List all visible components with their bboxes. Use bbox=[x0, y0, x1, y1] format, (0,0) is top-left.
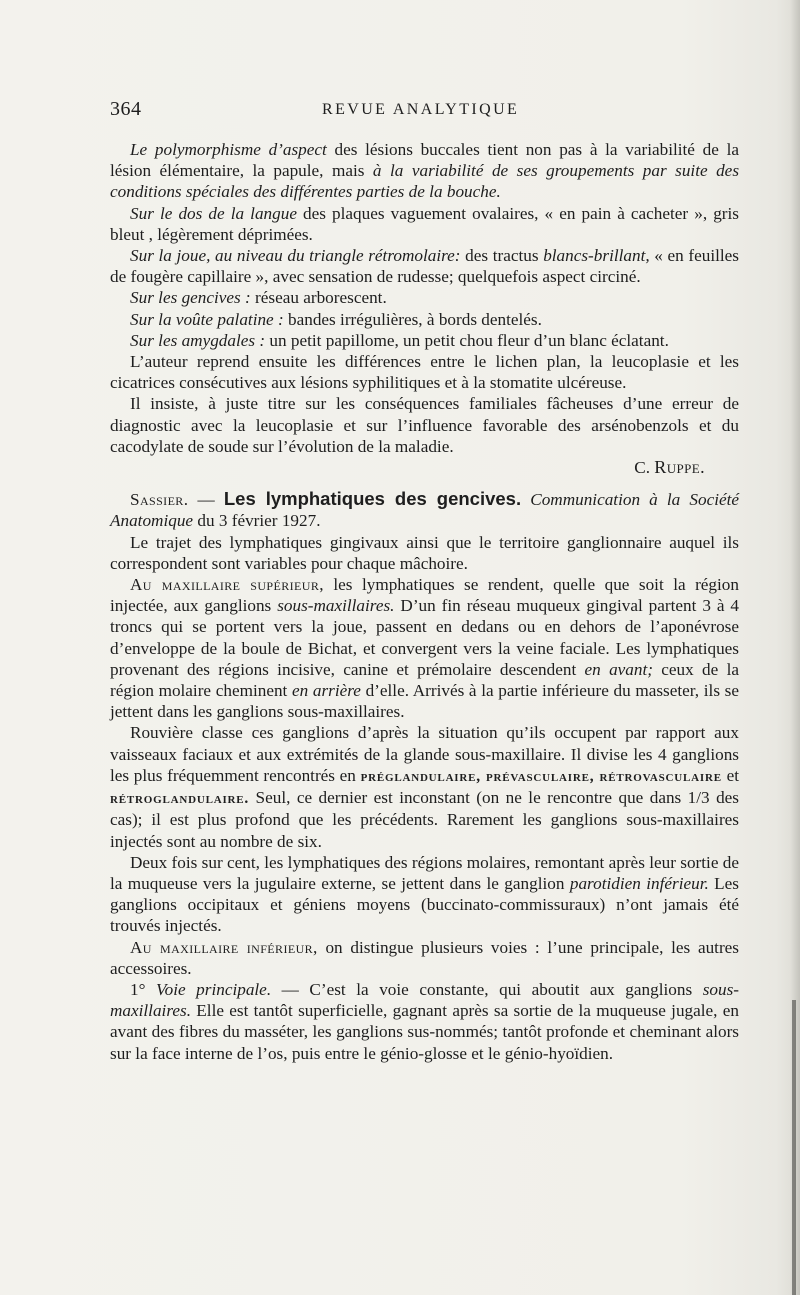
italic-text: en avant; bbox=[584, 659, 653, 679]
italic-text: blancs-brillant, bbox=[543, 246, 650, 266]
heading-dash: — bbox=[188, 490, 224, 510]
italic-text: Sur le dos de la langue bbox=[130, 203, 297, 223]
running-title: REVUE ANALYTIQUE bbox=[322, 101, 520, 118]
paragraph: Il insiste, à juste titre sur les conséquences familiales fâcheuses d’une erreur de diagnostic avec la leucoplasie et sur l’influence favorable des arsénobenzols et du cacodylate de soude sur l’évolution de la maladie. bbox=[110, 394, 739, 456]
article-body bbox=[110, 139, 739, 1064]
text-run: ceux de la région molaire cheminent bbox=[110, 659, 739, 701]
paragraph bbox=[110, 330, 739, 351]
review-title: Les lymphatiques des gencives. bbox=[223, 488, 522, 510]
italic-text: à la variabilité de ses groupements par suite des conditions spéciales des différentes parties de la bouche. bbox=[110, 161, 740, 202]
paragraph bbox=[110, 852, 739, 937]
text-run: Seul, ce dernier est inconstant (on ne le rencontre que dans 1/3 des cas); il est plus profond que les précédents. Rarement les ganglions sous-maxillaires injectés sont au nombre de six. bbox=[110, 788, 739, 851]
text-run: bandes irrégulières, à bords dentelés. bbox=[283, 309, 542, 329]
paragraph bbox=[110, 203, 739, 245]
text-run: D’un fin réseau muqueux gingival partent 3 à 4 troncs qui se portent vers la joue, passent en dedans ou en dehors de l’aponévrose d’enveloppe de la boule de Bichat, et convergent vers la veine faciale. Les lymphatiques provenant des régions incisive, canine et prémolaire descendent bbox=[110, 596, 740, 679]
list-number: 1° bbox=[130, 979, 146, 999]
text-run: Deux fois sur cent, les lymphatiques des régions molaires, remontant après leur sortie de la muqueuse vers la jugulaire externe, se jettent dans le ganglion bbox=[110, 852, 739, 893]
italic-text: Sur les amygdales : bbox=[130, 330, 266, 350]
text-run: un petit papillome, un petit chou fleur d’un blanc éclatant. bbox=[265, 330, 669, 350]
text-run: des tractus bbox=[460, 246, 544, 266]
small-caps-text: préglandulaire, prévasculaire, rétrovasculaire bbox=[360, 767, 722, 785]
text-run: les lymphatiques se rendent, quelle que soit la région injectée, aux ganglions bbox=[110, 575, 739, 616]
italic-text: parotidien inférieur. bbox=[569, 873, 709, 893]
italic-text: Le polymorphisme d’aspect bbox=[130, 140, 327, 159]
review-source: Communication à la Société Anatomique bbox=[110, 490, 740, 531]
paragraph bbox=[110, 937, 739, 979]
text-run: Elle est tantôt superficielle, gagnant après sa sortie de la muqueuse jugale, en avant des fibres du masséter, les ganglions sus-nommés; tantôt profonde et cheminant alors sur la face interne de l’os, puis entre le génio-glosse et le génio-hyoïdien. bbox=[110, 1001, 739, 1063]
text-run: on distingue plusieurs voies : l’une principale, les autres accessoires. bbox=[110, 937, 739, 978]
paragraph bbox=[110, 245, 739, 287]
paragraph: Le trajet des lymphatiques gingivaux ainsi que le territoire ganglionnaire auquel ils correspondent sont variables pour chaque mâchoire. bbox=[110, 532, 739, 573]
italic-text: en arrière bbox=[291, 681, 361, 701]
small-caps-text: rétroglandulaire. bbox=[110, 790, 250, 808]
paragraph bbox=[110, 574, 739, 722]
paragraph bbox=[110, 722, 739, 851]
signature-initial: C. bbox=[634, 458, 655, 478]
paragraph bbox=[110, 979, 739, 1064]
italic-text: sous-maxillaires. bbox=[110, 979, 739, 1021]
review-date: du 3 février 1927. bbox=[193, 511, 321, 531]
signature-name: Ruppe. bbox=[654, 457, 705, 478]
review-signature bbox=[110, 457, 739, 478]
text-run: — C’est la voie constante, qui aboutit aux ganglions bbox=[271, 979, 703, 999]
paragraph: L’auteur reprend ensuite les différences entre le lichen plan, la leucoplasie et les cicatrices consécutives aux lésions syphilitiques et à la stomatite ulcéreuse. bbox=[110, 352, 739, 393]
text-run: Rouvière classe ces ganglions d’après la situation qu’ils occupent par rapport aux vaisseaux faciaux et aux extrémités de la glande sous-maxillaire. Il divise les 4 ganglions les plus fréquemment rencontrés en bbox=[110, 723, 739, 785]
italic-text: Sur la voûte palatine : bbox=[130, 309, 284, 329]
small-caps-text: Au maxillaire supérieur, bbox=[130, 575, 324, 595]
italic-text: Sur les gencives : bbox=[130, 288, 251, 308]
italic-text: sous-maxillaires. bbox=[277, 596, 395, 616]
review-heading bbox=[110, 488, 739, 531]
text-run: Les ganglions occipitaux et géniens moyens (buccinato-commissuraux) n’ont jamais été trouvés injectés. bbox=[110, 873, 740, 936]
paragraph bbox=[110, 139, 739, 203]
page-number: 364 bbox=[110, 98, 142, 120]
text-run: « en feuilles de fougère capillaire », avec sensation de rudesse; quelquefois aspect circiné. bbox=[110, 246, 739, 287]
text-run: des plaques vaguement ovalaires, « en pain à cacheter », gris bleut , légèrement déprimées. bbox=[110, 203, 739, 244]
paragraph bbox=[110, 287, 739, 308]
text-run: des lésions buccales tient non pas à la variabilité de la lésion élémentaire, la papule, mais bbox=[110, 140, 739, 181]
small-caps-text: Au maxillaire inférieur, bbox=[130, 937, 318, 957]
italic-text: Sur la joue, au niveau du triangle rétromolaire: bbox=[130, 246, 461, 266]
review-author: Sassier. bbox=[130, 490, 189, 510]
running-header bbox=[110, 98, 738, 122]
paragraph bbox=[110, 309, 739, 330]
section-gap bbox=[110, 478, 739, 488]
text-run: d’elle. Arrivés à la partie inférieure du masseter, ils se jettent dans les ganglions sous-maxillaires. bbox=[110, 681, 739, 722]
page-edge-mark bbox=[792, 1000, 796, 1295]
text-run: et bbox=[721, 765, 739, 785]
text-run: réseau arborescent. bbox=[250, 288, 387, 308]
italic-text: Voie principale. bbox=[145, 979, 272, 999]
